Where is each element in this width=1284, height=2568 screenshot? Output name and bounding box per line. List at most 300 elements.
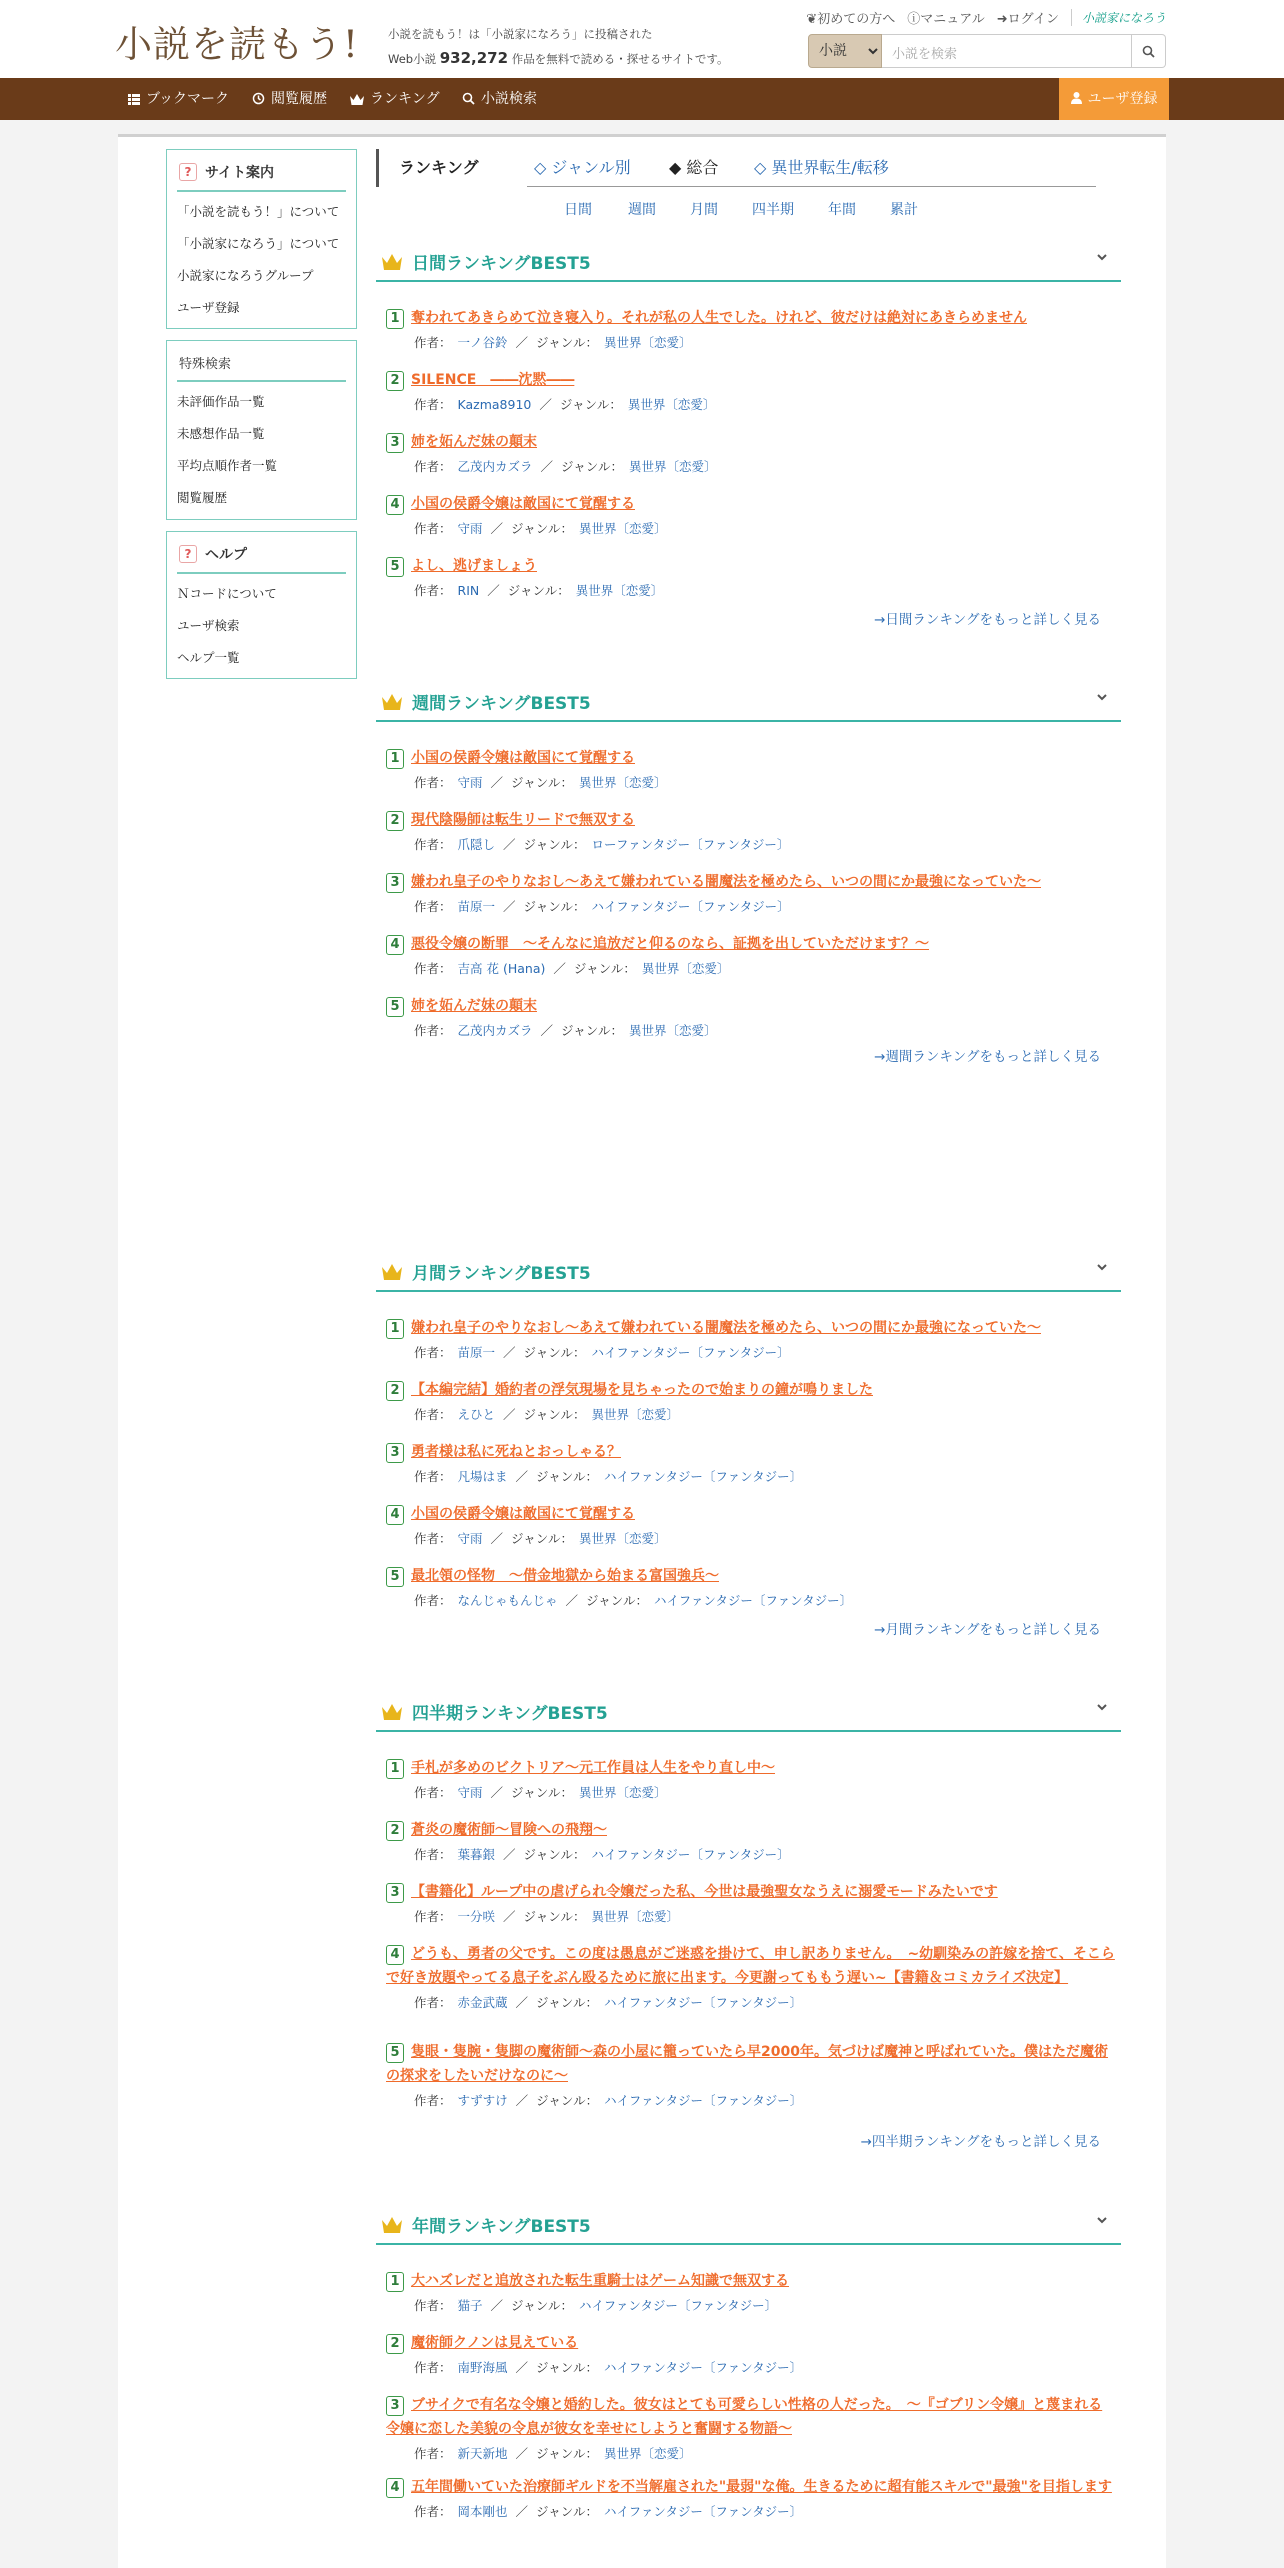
entry-meta [414,1782,1116,1804]
login-link[interactable] [997,8,1059,27]
entry-meta [414,1992,1116,2014]
rank-badge: 3 [386,1883,404,1903]
novel-title-link[interactable]: 大ハズレだと追放された転生重騎士はゲーム知識で無双する [411,2273,789,2289]
rank-badge: 4 [386,935,404,955]
genre-link[interactable]: 異世界〔恋愛〕 [627,397,716,412]
genre-link[interactable]: 異世界〔恋愛〕 [629,1023,717,1038]
search-button[interactable] [1132,34,1166,68]
novel-title-link[interactable]: どうも、勇者の父です。この度は愚息がご迷惑を掛けて、申し訳ありません。 ~幼馴染みの許嫁を捨て、そこらで好き放題やってる息子をぶん殴るために旅に出ます。今更謝ってももう遅い~【書籍＆コミカライズ決定】 [386,1946,1115,1986]
tab-ranking: ランキング [399,158,479,177]
genre-link[interactable]: ハイファンタジー〔ファンタジー〕 [604,2360,803,2375]
genre-label: ジャンル： [536,2093,599,2108]
section-title: 週間ランキングBEST5 [412,694,591,714]
entry-meta [414,580,1116,602]
genre-label: ジャンル： [523,1847,586,1862]
meta-separator: ／ [490,775,504,790]
author-link[interactable]: 葉暮銀 [457,1847,496,1862]
author-link[interactable]: 南野海風 [457,2360,508,2375]
novel-title-link[interactable]: 姉を妬んだ妹の顛末 [411,998,537,1014]
narou-link[interactable]: 小説家になろう [1071,9,1166,26]
meta-separator: ／ [503,1407,516,1422]
more-ranking-link[interactable]: →月間ランキングをもっと詳しく見る [874,1622,1101,1638]
genre-link[interactable]: ハイファンタジー〔ファンタジー〕 [579,2298,778,2313]
meta-separator: ／ [490,1531,504,1546]
novel-title-link[interactable]: 蒼炎の魔術師〜冒険への飛翔〜 [411,1822,607,1838]
author-link[interactable]: えひと [457,1407,496,1422]
genre-label: ジャンル： [523,837,586,852]
user-register-label: ユーザ登録 [1087,91,1158,107]
entry-meta [414,958,1116,980]
entry-meta [414,2090,1116,2112]
genre-label: ジャンル： [511,1785,573,1800]
genre-link[interactable]: ハイファンタジー〔ファンタジー〕 [654,1593,853,1608]
author-label: 作者： [414,583,452,598]
login-label: ログイン [1007,12,1059,27]
meta-separator: ／ [515,2446,529,2461]
author-link[interactable]: 一分咲 [457,1909,496,1924]
question-icon: ? [179,545,197,563]
novel-title-link[interactable]: 奪われてあきらめて泣き寝入り。それが私の人生でした。けれど、彼だけは絶対にあきらめません [411,310,1027,326]
chevron-down-icon[interactable] [1095,1260,1109,1274]
genre-link[interactable]: ハイファンタジー〔ファンタジー〕 [591,899,790,914]
rank-badge: 4 [386,1945,404,1965]
novel-title-link[interactable]: 嫌われ皇子のやりなおし～あえて嫌われている闇魔法を極めたら、いつの間にか最強になっていた～ [411,1320,1041,1336]
question-icon: ? [179,163,197,181]
ranking-entry [386,2269,1116,2317]
entry-meta [414,1020,1116,1042]
genre-label: ジャンル： [536,2446,598,2461]
novel-title-link[interactable]: 小国の侯爵令嬢は敵国にて覚醒する [411,750,635,766]
first-time-label: 初めての方へ [817,12,896,27]
tab-overall[interactable]: ◆ 総合 [669,158,719,177]
search-icon [1142,45,1155,58]
author-link[interactable]: 守雨 [457,521,483,536]
genre-label: ジャンル： [523,899,586,914]
author-label: 作者： [414,1847,452,1862]
rank-badge: 5 [386,2043,404,2063]
author-label: 作者： [414,2298,452,2313]
novel-title-link[interactable]: 【書籍化】ループ中の虐げられ令嬢だった私、今世は最強聖女なうえに溺愛モードみたいです [411,1884,998,1900]
entry-title-line [386,808,1116,832]
novel-title-link[interactable]: 姉を妬んだ妹の顛末 [411,434,537,450]
entry-title-line [386,2393,1116,2441]
entry-meta [414,834,1116,856]
period-daily[interactable]: 日間 [564,202,592,218]
chevron-down-icon[interactable] [1095,2213,1109,2227]
novel-title-link[interactable]: 手札が多めのビクトリア〜元工作員は人生をやり直し中〜 [411,1760,775,1776]
ranking-entry [386,994,1116,1042]
entry-title-line [386,1756,1116,1780]
manual-link[interactable] [907,8,985,27]
genre-label: ジャンル： [523,1407,586,1422]
ranking-entry [386,1316,1116,1364]
meta-separator: ／ [515,2093,529,2108]
entry-title-line [386,554,1116,578]
section-title: 四半期ランキングBEST5 [412,1704,608,1724]
author-link[interactable]: 守雨 [457,1785,483,1800]
novel-title-link[interactable]: よし、逃げましょう [411,558,537,574]
genre-link[interactable]: 異世界〔恋愛〕 [579,521,667,536]
meta-separator: ／ [515,335,529,350]
genre-label: ジャンル： [511,775,573,790]
entry-title-line [386,1502,1116,1526]
nav-bookmark[interactable] [128,78,229,120]
entry-title-line [386,1440,1116,1464]
nav-bookmark-label: ブックマーク [146,91,230,107]
more-ranking-link[interactable]: →四半期ランキングをもっと詳しく見る [860,2134,1101,2150]
genre-link[interactable]: ハイファンタジー〔ファンタジー〕 [604,1469,803,1484]
entry-title-line [386,994,1116,1018]
author-link[interactable]: 一ノ谷鈴 [457,335,508,350]
rank-badge: 1 [386,2272,404,2292]
period-weekly[interactable]: 週間 [628,202,656,218]
author-label: 作者： [414,837,452,852]
entry-title-line [386,492,1116,516]
search-type-select[interactable] [808,34,882,68]
meta-separator: ／ [515,1469,529,1484]
meta-separator: ／ [515,1995,529,2010]
author-link[interactable]: 乙茂内カズラ [457,1023,533,1038]
crown-icon [350,94,364,105]
genre-link[interactable]: 異世界〔恋愛〕 [591,1909,680,1924]
section-header[interactable] [376,240,1121,282]
ranking-section [376,1690,1121,2150]
rank-badge: 2 [386,811,404,831]
rank-badge: 1 [386,309,404,329]
nav-history[interactable] [252,78,327,120]
author-label: 作者： [414,1531,452,1546]
crown-icon [382,254,402,270]
entry-meta [414,2295,1116,2317]
author-link[interactable]: 赤金武蔵 [457,1995,508,2010]
rank-badge: 2 [386,1381,404,1401]
author-link[interactable]: なんじゃもんじゃ [457,1593,558,1608]
meta-separator: ／ [503,1345,516,1360]
rank-badge: 1 [386,1759,404,1779]
novel-title-link[interactable]: 勇者様は私に死ねとおっしゃる？ [411,1444,621,1460]
sidebar-site-guide [166,149,357,329]
sidebar-item-user-search[interactable]: ユーザ検索 [177,618,240,633]
genre-link[interactable]: 異世界〔恋愛〕 [604,2446,692,2461]
author-label: 作者： [414,2446,452,2461]
ranking-entry [386,1440,1116,1488]
sidebar-item-ncode[interactable]: Ｎコードについて [177,586,277,601]
author-label: 作者： [414,1995,452,2010]
author-label: 作者： [414,1785,452,1800]
meta-separator: ／ [515,2504,529,2519]
ranking-section [376,2203,1121,2519]
section-title: 月間ランキングBEST5 [412,1264,591,1284]
entry-title-line [386,2269,1116,2293]
ranking-entry [386,1756,1116,1804]
author-link[interactable]: 守雨 [457,775,483,790]
user-register-button[interactable] [1059,78,1169,120]
ranking-entry [386,1564,1116,1612]
tab-isekai[interactable]: ◇ 異世界転生/転移 [754,158,889,177]
sidebar-item-about-yomou[interactable]: 「小説を読もう！」について [177,204,340,219]
entry-meta [414,456,1116,478]
genre-label: ジャンル： [536,1995,598,2010]
entry-meta [414,1342,1116,1364]
meta-separator: ／ [487,583,500,598]
ranking-tabs [376,149,1096,187]
ranking-entry [386,1942,1116,2014]
novel-title-link[interactable]: 五年間働いていた治療師ギルドを不当解雇された"最弱"な俺。生きるために超有能スキルで"最強"を目指します [411,2479,1112,2495]
ranking-entry [386,430,1116,478]
entry-meta [414,1906,1116,1928]
author-label: 作者： [414,521,452,536]
entry-meta [414,1844,1116,1866]
entry-meta [414,1590,1116,1612]
rank-badge: 3 [386,2396,404,2416]
rank-badge: 5 [386,557,404,577]
help-heading: ヘルプ [205,547,247,563]
search-icon [462,92,475,105]
period-monthly[interactable]: 月間 [690,202,718,218]
entry-meta [414,896,1116,918]
genre-label: ジャンル： [536,2504,598,2519]
genre-label: ジャンル： [561,459,623,474]
author-link[interactable]: 苗原一 [457,1345,496,1360]
genre-link[interactable]: 異世界〔恋愛〕 [591,1407,680,1422]
genre-label: ジャンル： [561,1023,623,1038]
author-label: 作者： [414,2093,452,2108]
ranking-entry [386,1818,1116,1866]
sidebar-item-user-register[interactable]: ユーザ登録 [177,300,240,315]
meta-separator: ／ [503,1847,516,1862]
novel-title-link[interactable]: 悪役令嬢の断罪 ～そんなに追放だと仰るのなら、証拠を出していただけます？～ [411,936,929,952]
entry-meta [414,2357,1116,2379]
entry-title-line [386,2475,1116,2499]
author-link[interactable]: 岡本剛也 [457,2504,508,2519]
meta-separator: ／ [503,1909,516,1924]
sidebar-item-unrated[interactable]: 未評価作品一覧 [177,394,265,409]
author-label: 作者： [414,1469,452,1484]
genre-link[interactable]: 異世界〔恋愛〕 [579,775,667,790]
genre-label: ジャンル： [511,521,573,536]
genre-label: ジャンル： [536,335,598,350]
author-link[interactable]: すずすけ [457,2093,508,2108]
list-icon [128,94,140,105]
ranking-entry [386,932,1116,980]
meta-separator: ／ [539,397,552,412]
meta-separator: ／ [540,459,554,474]
novel-title-link[interactable]: ブサイクで有名な令嬢と婚約した。彼女はとても可愛らしい性格の人だった。 ～『ゴブリン令嬢』と蔑まれる令嬢に恋した美貌の令息が彼女を幸せにしようと奮闘する物語～ [386,2397,1103,2437]
entry-title-line [386,1942,1116,1990]
genre-link[interactable]: ハイファンタジー〔ファンタジー〕 [591,1345,790,1360]
sidebar-site-guide-title [177,158,346,192]
entry-meta [414,2443,1116,2465]
search-input[interactable]: 小説を検索 [882,34,1132,68]
nav-ranking-label: ランキング [370,91,440,107]
sidebar-special-search-title: 特殊検索 [177,349,346,382]
author-link[interactable]: 猫子 [457,2298,483,2313]
meta-separator: ／ [540,1023,554,1038]
rank-badge: 4 [386,495,404,515]
ranking-entry [386,1880,1116,1928]
ranking-section [376,1250,1121,1638]
rank-badge: 4 [386,1505,404,1525]
period-cumulative[interactable]: 累計 [890,202,918,218]
novel-title-link[interactable]: SILENCE ――沈黙―― [411,372,575,388]
section-header[interactable] [376,1250,1121,1292]
crown-icon [382,1704,402,1720]
entry-title-line [386,306,1116,330]
meta-separator: ／ [490,2298,504,2313]
period-quarterly[interactable]: 四半期 [752,202,794,218]
author-link[interactable]: Kazma8910 [457,397,532,412]
genre-link[interactable]: 異世界〔恋愛〕 [604,335,692,350]
rank-badge: 3 [386,873,404,893]
genre-link[interactable]: ハイファンタジー〔ファンタジー〕 [604,2093,803,2108]
author-link[interactable]: 爪隠し [457,837,496,852]
author-label: 作者： [414,335,452,350]
author-label: 作者： [414,961,452,976]
rank-badge: 4 [386,2478,404,2498]
sidebar-item-history[interactable]: 閲覧履歴 [177,490,228,505]
period-links [376,199,1096,223]
novel-title-link[interactable]: 小国の侯爵令嬢は敵国にて覚醒する [411,496,635,512]
more-ranking-link[interactable]: →日間ランキングをもっと詳しく見る [874,612,1101,628]
genre-link[interactable]: ローファンタジー〔ファンタジー〕 [591,837,790,852]
genre-label: ジャンル： [507,583,570,598]
tagline-suffix: 作品を無料で読める・探せるサイトです。 [511,52,729,66]
tabs-underline [527,186,1096,187]
sidebar-item-narou-group[interactable]: 小説家になろうグループ [177,268,314,283]
crown-icon [382,1264,402,1280]
nav-search[interactable] [462,78,537,120]
ranking-entry [386,1378,1116,1426]
entry-title-line [386,746,1116,770]
entry-title-line [386,2040,1116,2088]
ranking-entry [386,306,1116,354]
meta-separator: ／ [565,1593,579,1608]
genre-label: ジャンル： [523,1345,586,1360]
sidebar-item-help-list[interactable]: ヘルプ一覧 [177,650,240,665]
novel-title-link[interactable]: 現代陰陽師は転生リードで無双する [411,812,635,828]
sidebar-item-no-review[interactable]: 未感想作品一覧 [177,426,265,441]
site-header [0,0,1284,78]
site-logo[interactable]: 小説を読もう! [115,23,359,66]
section-title: 年間ランキングBEST5 [412,2217,591,2237]
more-ranking-link[interactable]: →週間ランキングをもっと詳しく見る [874,1049,1101,1065]
rank-badge: 2 [386,371,404,391]
chevron-down-icon[interactable] [1095,1700,1109,1714]
section-title: 日間ランキングBEST5 [412,254,591,274]
author-label: 作者： [414,899,452,914]
novel-title-link[interactable]: 魔術師クノンは見えている [411,2335,579,2351]
author-link[interactable]: 乙茂内カズラ [457,459,533,474]
chevron-down-icon[interactable] [1095,250,1109,264]
novel-title-link[interactable]: 小国の侯爵令嬢は敵国にて覚醒する [411,1506,635,1522]
author-link[interactable]: 吉高 花 (Hana) [457,961,546,976]
novel-title-link[interactable]: 嫌われ皇子のやりなおし～あえて嫌われている闇魔法を極めたら、いつの間にか最強になっていた～ [411,874,1041,890]
sidebar-item-average-authors[interactable]: 平均点順作者一覧 [177,458,278,473]
chevron-down-icon[interactable] [1095,690,1109,704]
ranking-section [376,680,1121,1065]
first-time-link[interactable] [806,8,895,27]
genre-link[interactable]: ハイファンタジー〔ファンタジー〕 [604,1995,803,2010]
meta-separator: ／ [515,2360,529,2375]
section-header[interactable] [376,2203,1121,2245]
author-link[interactable]: 新天新地 [457,2446,508,2461]
section-header[interactable] [376,680,1121,722]
novel-title-link[interactable]: 最北領の怪物 ～借金地獄から始まる富国強兵～ [411,1568,719,1584]
entry-title-line [386,368,1116,392]
nav-ranking[interactable] [350,78,440,120]
meta-separator: ／ [490,1785,504,1800]
manual-label: マニュアル [920,12,985,27]
author-label: 作者： [414,1909,452,1924]
work-count: 932,272 [439,49,509,67]
novel-title-link[interactable]: 隻眼・隻腕・隻脚の魔術師～森の小屋に籠っていたら早2000年。気づけば魔神と呼ばれていた。僕はただ魔術の探求をしたいだけなのに～ [386,2044,1108,2084]
author-label: 作者： [414,2360,452,2375]
rank-badge: 5 [386,997,404,1017]
ranking-entry [386,492,1116,540]
rank-badge: 5 [386,1567,404,1587]
entry-title-line [386,932,1116,956]
genre-link[interactable]: ハイファンタジー〔ファンタジー〕 [604,2504,803,2519]
genre-link[interactable]: ハイファンタジー〔ファンタジー〕 [591,1847,790,1862]
author-link[interactable]: 苗原一 [457,899,496,914]
entry-title-line [386,870,1116,894]
author-label: 作者： [414,397,452,412]
entry-meta [414,332,1116,354]
tagline-line1: 小説を読もう！は「小説家になろう」に投稿された [388,27,653,41]
entry-title-line [386,1880,1116,1904]
history-icon [252,92,265,105]
rank-badge: 2 [386,2334,404,2354]
tagline-line2 [388,46,729,71]
site-guide-heading: サイト案内 [205,165,275,181]
ranking-entry [386,870,1116,918]
meta-separator: ／ [503,899,516,914]
genre-label: ジャンル： [511,2298,573,2313]
entry-title-line [386,1818,1116,1842]
genre-link[interactable]: 異世界〔恋愛〕 [579,1785,667,1800]
genre-link[interactable]: 異世界〔恋愛〕 [641,961,730,976]
genre-label: ジャンル： [559,397,622,412]
author-link[interactable]: RIN [457,583,480,598]
section-header[interactable] [376,1690,1121,1732]
site-tagline [388,22,729,71]
ranking-entry [386,2331,1116,2379]
ranking-entry [386,554,1116,602]
meta-separator: ／ [553,961,566,976]
rank-badge: 2 [386,1821,404,1841]
entry-meta [414,394,1116,416]
genre-label: ジャンル： [536,2360,598,2375]
author-label: 作者： [414,775,452,790]
genre-link[interactable]: 異世界〔恋愛〕 [629,459,717,474]
ranking-section [376,240,1121,628]
genre-link[interactable]: 異世界〔恋愛〕 [579,1531,667,1546]
author-label: 作者： [414,1407,452,1422]
novel-title-link[interactable]: 【本編完結】婚約者の浮気現場を見ちゃったので始まりの鐘が鳴りました [411,1382,873,1398]
author-link[interactable]: 守雨 [457,1531,483,1546]
tab-by-genre[interactable]: ◇ ジャンル別 [534,158,631,177]
author-link[interactable]: 凡場はま [457,1469,508,1484]
sidebar-item-about-narou[interactable]: 「小説家になろう」について [177,236,340,251]
main-nav [0,78,1284,120]
genre-label: ジャンル： [573,961,636,976]
entry-meta [414,1404,1116,1426]
genre-link[interactable]: 異世界〔恋愛〕 [575,583,664,598]
ranking-entry [386,746,1116,794]
period-yearly[interactable]: 年間 [828,202,856,218]
entry-title-line [386,1378,1116,1402]
sidebar-special-search [166,340,357,520]
